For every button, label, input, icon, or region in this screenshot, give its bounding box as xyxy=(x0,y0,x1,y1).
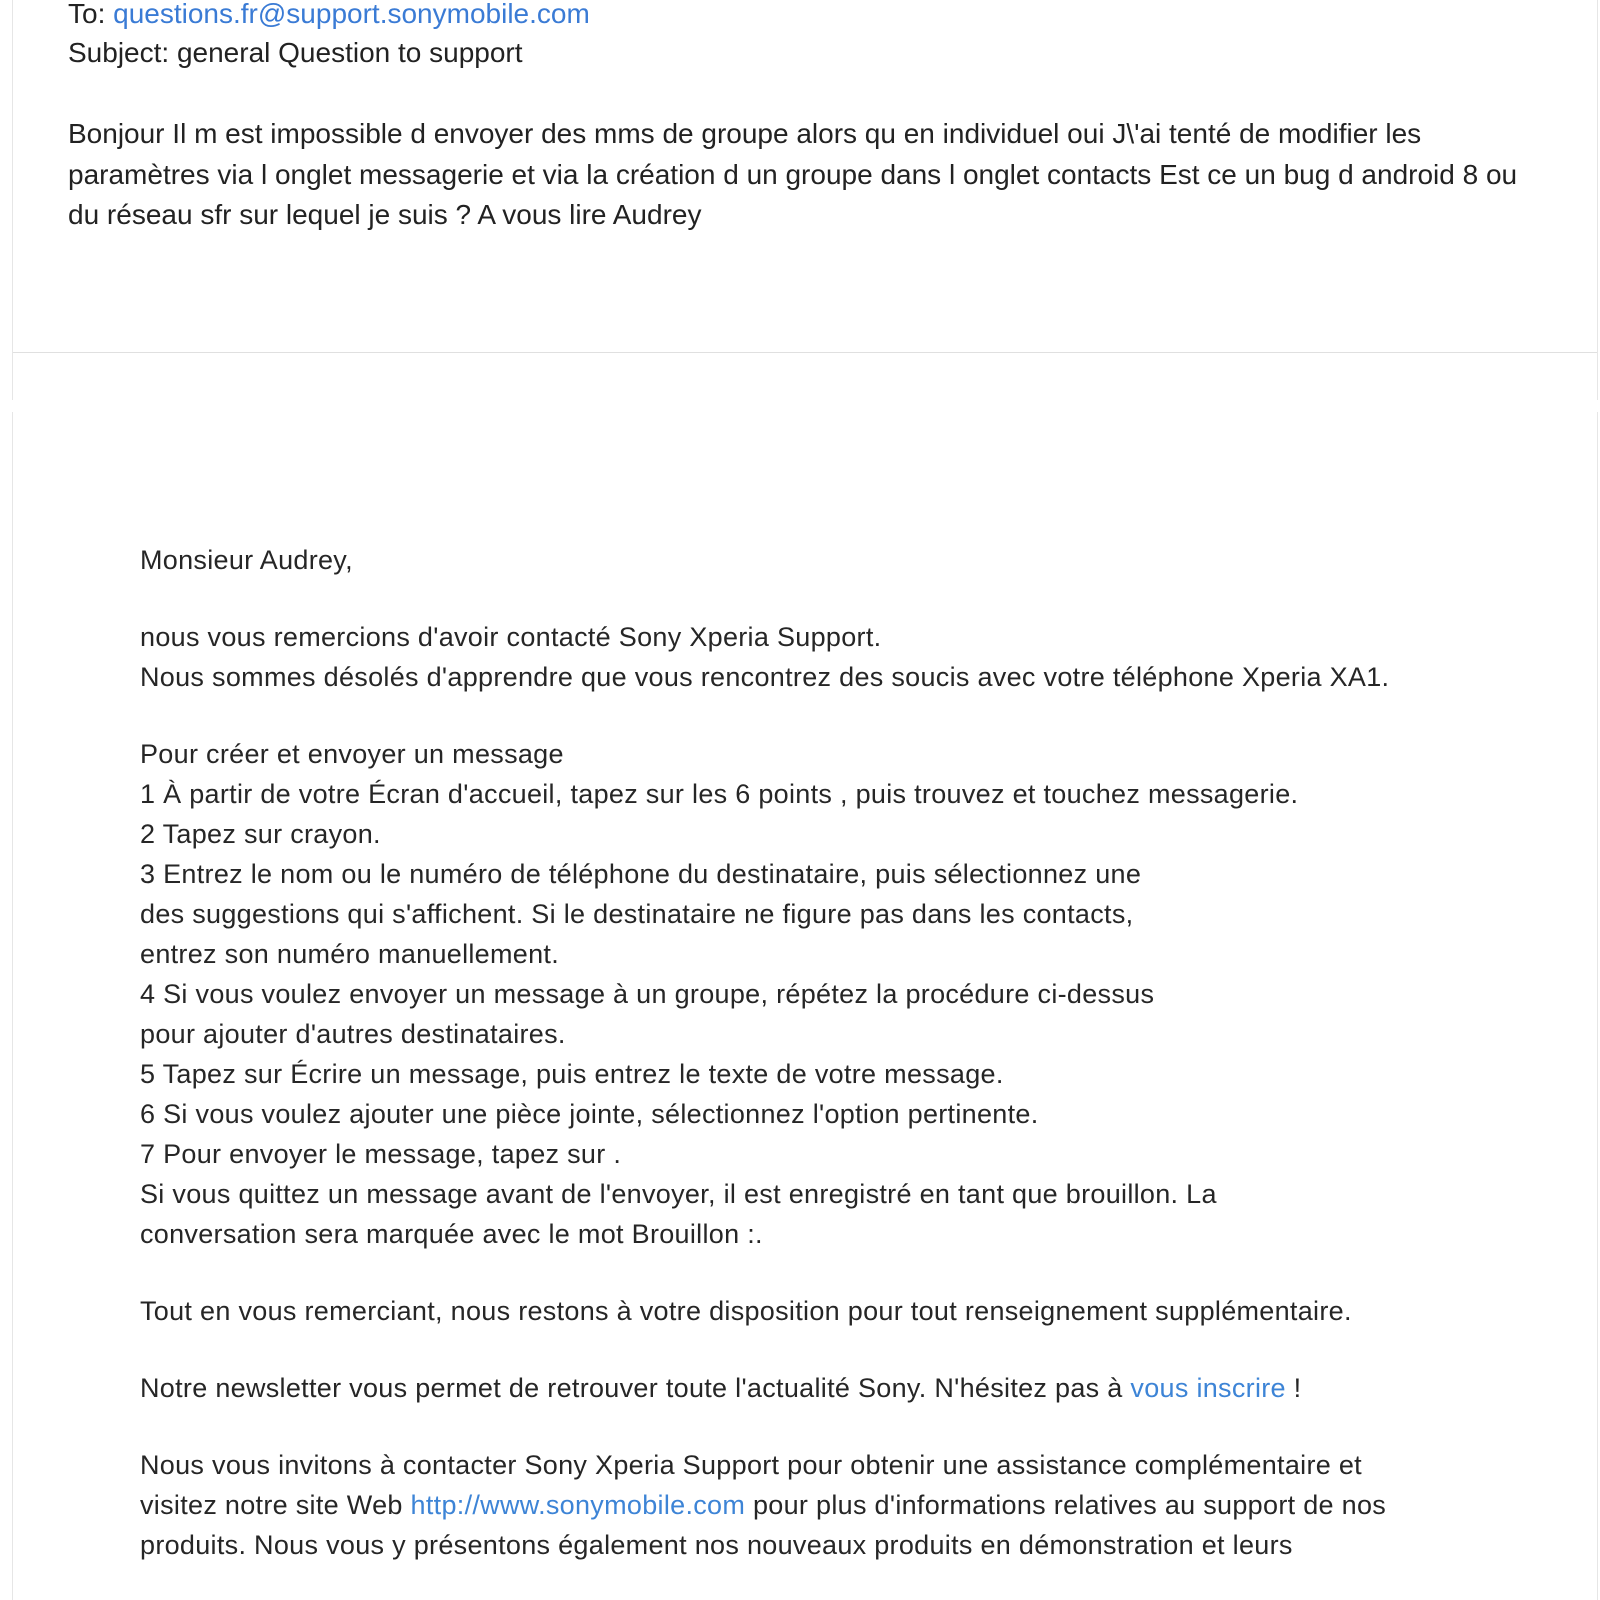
step-4-line-2: pour ajouter d'autres destinataires. xyxy=(140,1019,566,1049)
draft-line-1: Si vous quittez un message avant de l'envoyer, il est enregistré en tant que brouillon. La xyxy=(140,1179,1217,1209)
sonymobile-site-link[interactable]: http://www.sonymobile.com xyxy=(410,1490,746,1520)
sorry-line: Nous sommes désolés d'apprendre que vous rencontrez des soucis avec votre téléphone Xperia XA1. xyxy=(140,662,1390,692)
step-7: 7 Pour envoyer le message, tapez sur . xyxy=(140,1139,622,1169)
to-label: To: xyxy=(68,0,106,29)
spacer xyxy=(140,697,1560,734)
step-3-line-3: entrez son numéro manuellement. xyxy=(140,939,560,969)
closing-line: Tout en vous remerciant, nous restons à votre disposition pour tout renseignement supplémentaire. xyxy=(140,1296,1352,1326)
draft-line-2: conversation sera marquée avec le mot Brouillon :. xyxy=(140,1219,763,1249)
spacer xyxy=(140,1254,1560,1291)
greeting: Monsieur Audrey, xyxy=(140,545,353,575)
question-body: Bonjour Il m est impossible d envoyer des mms de groupe alors qu en individuel oui J\'ai tenté de modifier les paramètres via l onglet messagerie et via la création d un groupe dans l onglet contacts Est ce un bug d android 8 ou du réseau sfr sur lequel je suis ? A vous lire Audrey xyxy=(68,118,1518,230)
step-3-line-2: des suggestions qui s'affichent. Si le destinataire ne figure pas dans les contacts, xyxy=(140,899,1134,929)
invite-post: pour plus d'informations relatives au support de nos xyxy=(752,1490,1387,1520)
step-1: 1 À partir de votre Écran d'accueil, tapez sur les 6 points , puis trouvez et touchez messagerie. xyxy=(140,779,1299,809)
reply-body xyxy=(140,540,1560,1565)
reply-email-panel xyxy=(12,412,1598,1600)
newsletter-signup-link[interactable]: vous inscrire xyxy=(1130,1373,1286,1403)
step-6: 6 Si vous voulez ajouter une pièce jointe, sélectionnez l'option pertinente. xyxy=(140,1099,1039,1129)
subject-text: general Question to support xyxy=(176,37,523,68)
invite-line-2 xyxy=(140,1485,1560,1525)
newsletter-line xyxy=(140,1368,1560,1408)
spacer xyxy=(140,1331,1560,1368)
newsletter-text: Notre newsletter vous permet de retrouver toute l'actualité Sony. N'hésitez pas à xyxy=(140,1373,1123,1403)
subject-label: Subject: xyxy=(68,37,170,68)
step-2: 2 Tapez sur crayon. xyxy=(140,819,381,849)
spacer xyxy=(140,1408,1560,1445)
invite-line-1: Nous vous invitons à contacter Sony Xperia Support pour obtenir une assistance complémentaire et xyxy=(140,1450,1362,1480)
subject-line xyxy=(68,33,523,73)
panel-divider xyxy=(13,352,1597,353)
invite-line-3: produits. Nous vous y présentons également nos nouveaux produits en démonstration et leurs xyxy=(140,1530,1293,1560)
step-5: 5 Tapez sur Écrire un message, puis entrez le texte de votre message. xyxy=(140,1059,1004,1089)
step-4-line-1: 4 Si vous voulez envoyer un message à un groupe, répétez la procédure ci-dessus xyxy=(140,979,1155,1009)
to-address-link[interactable]: questions.fr@support.sonymobile.com xyxy=(113,0,590,29)
steps-title: Pour créer et envoyer un message xyxy=(140,739,564,769)
invite-pre: visitez notre site Web xyxy=(140,1490,403,1520)
step-3-line-1: 3 Entrez le nom ou le numéro de téléphone du destinataire, puis sélectionnez une xyxy=(140,859,1142,889)
spacer xyxy=(140,580,1560,617)
question-email-panel xyxy=(12,0,1598,400)
panel-gap xyxy=(0,400,1600,412)
to-line xyxy=(68,0,590,34)
thanks-line: nous vous remercions d'avoir contacté Sony Xperia Support. xyxy=(140,622,882,652)
newsletter-end: ! xyxy=(1293,1373,1302,1403)
